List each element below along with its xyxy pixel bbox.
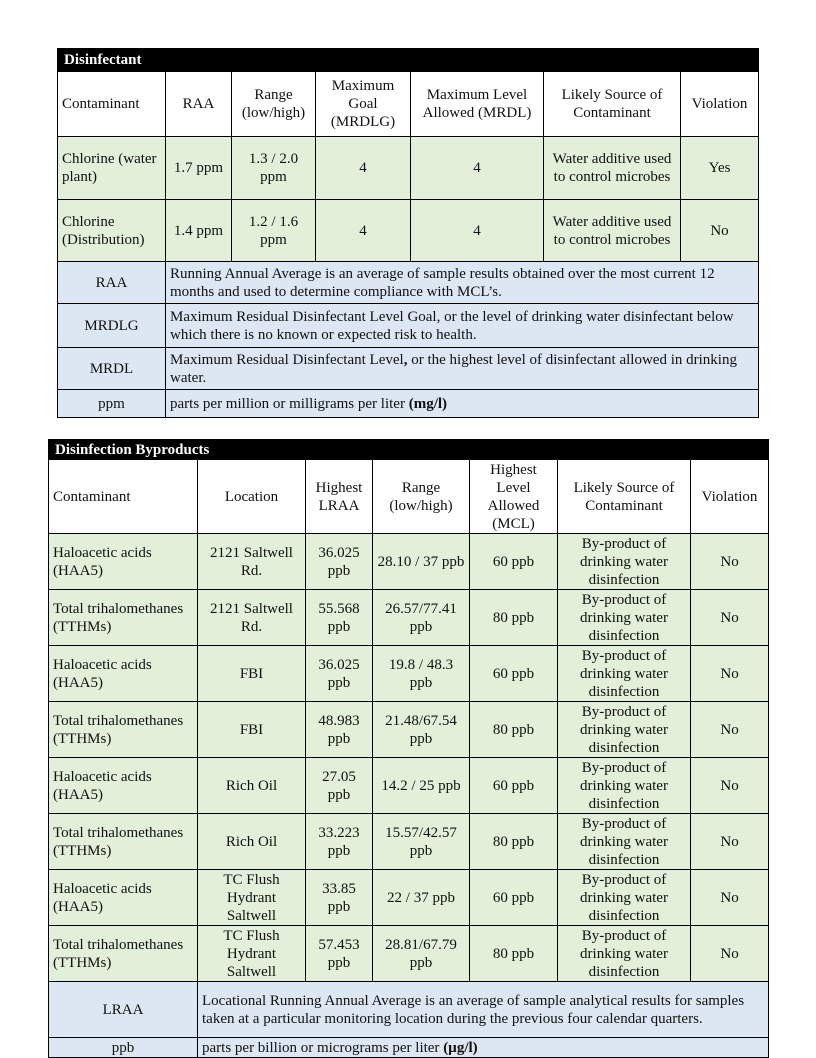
table-row [49, 590, 769, 646]
contaminant-cell: Haloacetic acids (HAA5) [49, 758, 198, 814]
column-header: Location [198, 460, 306, 534]
definition-row [58, 348, 759, 390]
raa-cell: 1.7 ppm [166, 137, 232, 200]
violation-cell: No [691, 590, 769, 646]
definition-text: Running Annual Average is an average of sample results obtained over the most current 12 months and used to determine compliance with MCL’s. [166, 262, 759, 304]
table-row [49, 646, 769, 702]
violation-cell: No [691, 646, 769, 702]
column-header: Contaminant [49, 460, 198, 534]
column-header: Maximum Goal (MRDLG) [316, 72, 411, 137]
source-cell: By-product of drinking water disinfection [558, 870, 691, 926]
definition-text-part: Maximum Residual Disinfectant Level [170, 351, 404, 368]
column-header: Contaminant [58, 72, 166, 137]
violation-cell: No [691, 534, 769, 590]
range-cell: 14.2 / 25 ppb [373, 758, 470, 814]
definition-term: RAA [58, 262, 166, 304]
contaminant-cell: Haloacetic acids (HAA5) [49, 870, 198, 926]
column-header: Highest LRAA [306, 460, 373, 534]
lraa-cell: 57.453 ppb [306, 926, 373, 982]
table-row [58, 137, 759, 200]
location-cell: TC Flush Hydrant Saltwell [198, 870, 306, 926]
column-header: Range (low/high) [373, 460, 470, 534]
lraa-cell: 27.05 ppb [306, 758, 373, 814]
column-header: Violation [691, 460, 769, 534]
range-cell: 26.57/77.41 ppb [373, 590, 470, 646]
definition-text-part: or the highest level of disinfectant allowed in drinking water. [170, 351, 737, 386]
source-cell: By-product of drinking water disinfection [558, 758, 691, 814]
source-cell: By-product of drinking water disinfection [558, 926, 691, 982]
mcl-cell: 60 ppb [470, 758, 558, 814]
column-header: Violation [681, 72, 759, 137]
byproducts-table [48, 439, 769, 1058]
location-cell: Rich Oil [198, 814, 306, 870]
lraa-cell: 33.223 ppb [306, 814, 373, 870]
definition-text-bold: , [403, 351, 408, 368]
column-header: RAA [166, 72, 232, 137]
definition-unit: (mg/l) [408, 395, 448, 412]
mcl-cell: 80 ppb [470, 702, 558, 758]
violation-cell: No [691, 926, 769, 982]
column-header: Maximum Level Allowed (MRDL) [411, 72, 544, 137]
column-header: Likely Source of Contaminant [544, 72, 681, 137]
location-cell: TC Flush Hydrant Saltwell [198, 926, 306, 982]
contaminant-cell: Total trihalomethanes (TTHMs) [49, 590, 198, 646]
lraa-cell: 33.85 ppb [306, 870, 373, 926]
contaminant-cell: Chlorine (Distribution) [58, 200, 166, 262]
range-cell: 28.81/67.79 ppb [373, 926, 470, 982]
location-cell: FBI [198, 646, 306, 702]
lraa-cell: 55.568 ppb [306, 590, 373, 646]
range-cell: 28.10 / 37 ppb [373, 534, 470, 590]
lraa-cell: 48.983 ppb [306, 702, 373, 758]
definition-text [198, 1038, 769, 1058]
lraa-cell: 36.025 ppb [306, 646, 373, 702]
mrdl-cell: 4 [411, 137, 544, 200]
definition-unit: (µg/l) [443, 1039, 478, 1056]
definition-text [166, 348, 759, 390]
source-cell: By-product of drinking water disinfection [558, 646, 691, 702]
location-cell: Rich Oil [198, 758, 306, 814]
column-header: Highest Level Allowed (MCL) [470, 460, 558, 534]
location-cell: 2121 Saltwell Rd. [198, 534, 306, 590]
source-cell: Water additive used to control microbes [544, 200, 681, 262]
definition-row [49, 982, 769, 1038]
source-cell: Water additive used to control microbes [544, 137, 681, 200]
range-cell: 1.3 / 2.0 ppm [232, 137, 316, 200]
byproducts-header-row [49, 460, 769, 534]
range-cell: 15.57/42.57 ppb [373, 814, 470, 870]
table-row [49, 870, 769, 926]
mcl-cell: 80 ppb [470, 814, 558, 870]
location-cell: FBI [198, 702, 306, 758]
contaminant-cell: Total trihalomethanes (TTHMs) [49, 926, 198, 982]
definition-term: LRAA [49, 982, 198, 1038]
violation-cell: Yes [681, 137, 759, 200]
table-row [49, 814, 769, 870]
definition-row [49, 1038, 769, 1058]
definition-row [58, 262, 759, 304]
table-row [49, 926, 769, 982]
range-cell: 21.48/67.54 ppb [373, 702, 470, 758]
definition-row [58, 390, 759, 418]
mcl-cell: 60 ppb [470, 534, 558, 590]
definition-text-part: parts per billion or micrograms per liter [202, 1039, 444, 1056]
contaminant-cell: Total trihalomethanes (TTHMs) [49, 702, 198, 758]
contaminant-cell: Haloacetic acids (HAA5) [49, 646, 198, 702]
contaminant-cell: Haloacetic acids (HAA5) [49, 534, 198, 590]
table-row [58, 200, 759, 262]
range-cell: 19.8 / 48.3 ppb [373, 646, 470, 702]
mrdlg-cell: 4 [316, 200, 411, 262]
disinfectant-title: Disinfectant [58, 49, 759, 72]
violation-cell: No [681, 200, 759, 262]
mcl-cell: 80 ppb [470, 926, 558, 982]
table-row [49, 758, 769, 814]
definition-text-part: parts per million or milligrams per liter [170, 395, 409, 412]
violation-cell: No [691, 702, 769, 758]
violation-cell: No [691, 870, 769, 926]
location-cell: 2121 Saltwell Rd. [198, 590, 306, 646]
source-cell: By-product of drinking water disinfection [558, 590, 691, 646]
definition-term: ppm [58, 390, 166, 418]
mrdlg-cell: 4 [316, 137, 411, 200]
source-cell: By-product of drinking water disinfection [558, 814, 691, 870]
source-cell: By-product of drinking water disinfection [558, 534, 691, 590]
definition-term: MRDLG [58, 304, 166, 348]
mcl-cell: 60 ppb [470, 870, 558, 926]
contaminant-cell: Chlorine (water plant) [58, 137, 166, 200]
range-cell: 22 / 37 ppb [373, 870, 470, 926]
violation-cell: No [691, 814, 769, 870]
table-row [49, 534, 769, 590]
definition-text: Locational Running Annual Average is an average of sample analytical results for samples taken at a particular monitoring location during the previous four calendar quarters. [198, 982, 769, 1038]
definition-text: Maximum Residual Disinfectant Level Goal, or the level of drinking water disinfectant below which there is no known or expected risk to health. [166, 304, 759, 348]
disinfectant-table [57, 48, 759, 418]
range-cell: 1.2 / 1.6 ppm [232, 200, 316, 262]
source-cell: By-product of drinking water disinfection [558, 702, 691, 758]
definition-term: MRDL [58, 348, 166, 390]
lraa-cell: 36.025 ppb [306, 534, 373, 590]
violation-cell: No [691, 758, 769, 814]
definition-row [58, 304, 759, 348]
definition-text [166, 390, 759, 418]
definition-term: ppb [49, 1038, 198, 1058]
mcl-cell: 80 ppb [470, 590, 558, 646]
column-header: Likely Source of Contaminant [558, 460, 691, 534]
disinfectant-header-row [58, 72, 759, 137]
column-header: Range (low/high) [232, 72, 316, 137]
byproducts-title: Disinfection Byproducts [49, 440, 769, 460]
mcl-cell: 60 ppb [470, 646, 558, 702]
mrdl-cell: 4 [411, 200, 544, 262]
table-row [49, 702, 769, 758]
raa-cell: 1.4 ppm [166, 200, 232, 262]
contaminant-cell: Total trihalomethanes (TTHMs) [49, 814, 198, 870]
